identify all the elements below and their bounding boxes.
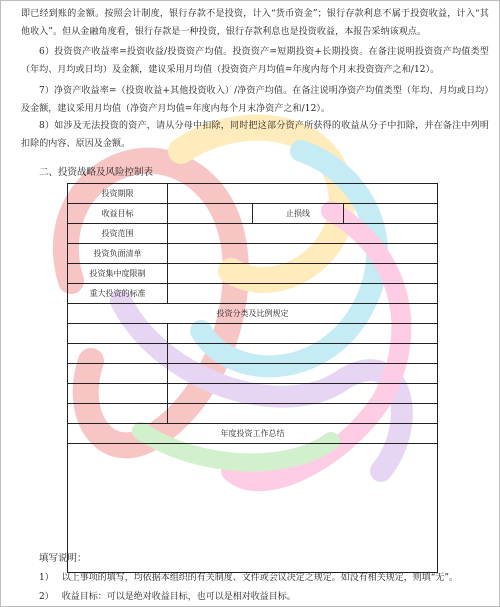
note-number: 2）	[39, 592, 54, 602]
major-investment-criteria-value[interactable]	[168, 284, 438, 304]
paragraph-intro: 即已经到账的金额。按照会计制度，银行存款不是投资，计入“货币资金”；银行存款利息不属于投资收益，计入“其他收入”。但从金融角度看，银行存款是一种投资，银行存款利息也是投资收益，本报告采纳该观点。	[21, 9, 489, 37]
table-row	[68, 444, 438, 573]
annual-summary-value[interactable]	[68, 444, 438, 573]
table-row	[68, 284, 438, 304]
table-row	[68, 224, 438, 244]
strategy-risk-control-table	[67, 183, 438, 573]
negative-list-label: 投资负面清单	[68, 244, 168, 264]
section-heading: 二、投资战略及风险控制表	[39, 167, 154, 178]
classification-cell[interactable]	[68, 344, 168, 364]
table-row	[68, 344, 438, 364]
classification-cell[interactable]	[68, 324, 168, 344]
classification-cell[interactable]	[168, 384, 438, 404]
classification-cell[interactable]	[68, 384, 168, 404]
concentration-limit-value[interactable]	[168, 264, 438, 284]
note-number: 1）	[39, 573, 54, 583]
concentration-limit-label: 投资集中度限制	[68, 264, 168, 284]
return-target-value[interactable]	[168, 204, 253, 224]
paragraph-7-net-asset-return: 7）净资产收益率=（投资收益+其他投资收入）/净资产均值。在备注说明净资产均值类型（年均、月均或日均）及金额，建议采用月均值（净资产月均值=年度内每个月末净资产之和/12）。	[21, 86, 489, 114]
table-row	[68, 204, 438, 224]
table-row	[68, 184, 438, 204]
annual-summary-header: 年度投资工作总结	[68, 424, 438, 444]
investment-scope-value[interactable]	[168, 224, 438, 244]
stop-loss-value[interactable]	[344, 204, 438, 224]
investment-scope-label: 投资范围	[68, 224, 168, 244]
classification-ratio-header: 投资分类及比例规定	[68, 304, 438, 324]
investment-period-label: 投资期限	[68, 184, 168, 204]
note-text: 以上事项的填写，均依据本组织的有关制度、文件或会议决定之规定。如没有相关规定，则填“无”。	[61, 573, 458, 583]
investment-period-value[interactable]	[168, 184, 438, 204]
negative-list-value[interactable]	[168, 244, 438, 264]
paragraph-8-excluded-assets: 8）如涉及无法投资的资产，请从分母中扣除，同时把这部分资产所获得的收益从分子中扣除，并在备注中列明扣除的内容、原因及金额。	[21, 121, 489, 149]
table-row	[68, 304, 438, 324]
major-investment-criteria-label: 重大投资的标准	[68, 284, 168, 304]
classification-cell[interactable]	[168, 404, 438, 424]
classification-cell[interactable]	[168, 364, 438, 384]
table-row	[68, 364, 438, 384]
note-text: 收益目标：可以是绝对收益目标，也可以是相对收益目标。	[61, 592, 296, 602]
table-row	[68, 324, 438, 344]
classification-cell[interactable]	[68, 404, 168, 424]
table-row	[68, 384, 438, 404]
table-row	[68, 264, 438, 284]
return-target-label: 收益目标	[68, 204, 168, 224]
table-row	[68, 424, 438, 444]
note-item-1	[39, 570, 458, 583]
classification-cell[interactable]	[68, 364, 168, 384]
classification-cell[interactable]	[168, 344, 438, 364]
classification-cell[interactable]	[168, 324, 438, 344]
paragraph-6-investment-asset-return: 6）投资资产收益率=投资收益/投资资产均值。投资资产=短期投资+长期投资。在备注说明投资资产均值类型（年均、月均或日均）及金额，建议采用月均值（投资资产月均值=年度内每个月末投资资产之和/12）。	[21, 47, 489, 75]
note-item-2	[39, 589, 296, 602]
table-row	[68, 404, 438, 424]
table-row	[68, 244, 438, 264]
notes-heading: 填写说明：	[39, 553, 87, 564]
stop-loss-label: 止损线	[253, 204, 344, 224]
